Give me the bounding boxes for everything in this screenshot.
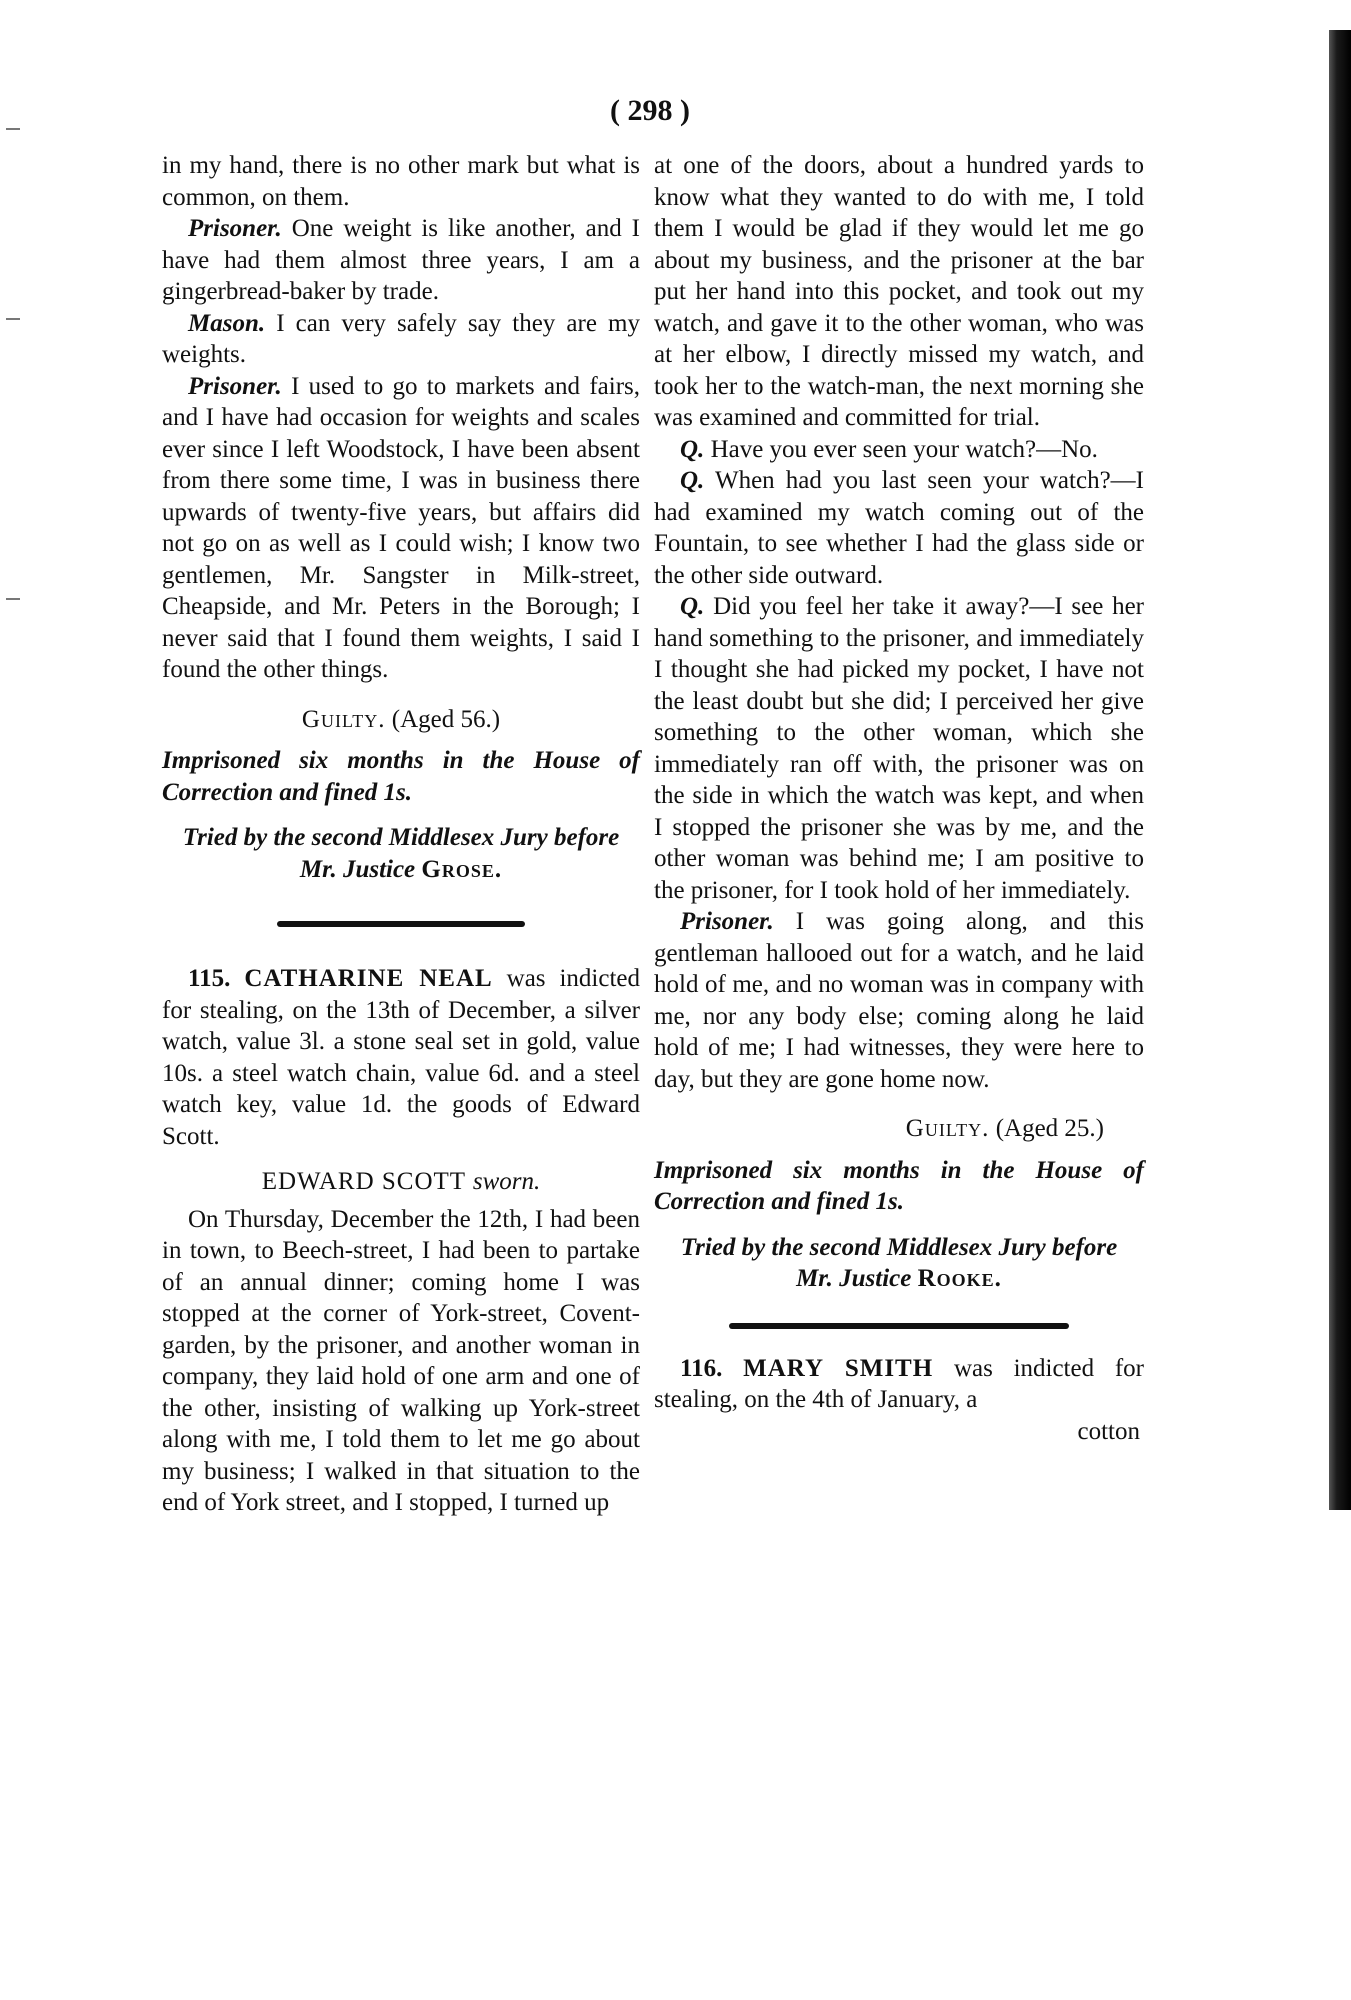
verdict-age: (Aged 56.) [385,705,501,733]
defendant-name: CATHARINE NEAL [244,965,493,992]
paragraph-text: I was going along, and this gentleman hallooed out for a watch, and he laid hold of me, and no woman was in company with me, nor any body else; coming along he laid hold of me; I had witnesses, they were here to day, but they are gone home now. [654,908,1144,1093]
paragraph-text: When had you last seen your watch?—I had examined my watch coming out of the Fountain, to see whether I had the glass side or the other side outward. [654,467,1144,589]
witness-heading [162,1166,640,1198]
case-heading [162,963,640,1152]
margin-mark [6,128,20,130]
speaker-label: Prisoner. [188,215,282,242]
paragraph-text: Did you feel her take it away?—I see her hand something to the prisoner, and immediately I thought she had picked my pocket, I have not the least doubt but she did; I perceived her give something to the other woman, which she immediately ran off with, the prisoner was on the side in which the watch was kept, and when I stopped the prisoner she was by me, and the other woman was behind me; I am positive to the prisoner, for I took hold of her immediately. [654,593,1144,904]
paragraph [162,213,640,308]
speaker-label: Prisoner. [680,908,774,935]
paragraph-text: Have you ever seen your watch?—No. [704,435,1098,463]
judge-name: Grose. [421,855,503,883]
question-mark-label: Q. [680,593,705,620]
paragraph: On Thursday, December the 12th, I had been in town, to Beech-street, I had been to partake of an annual dinner; coming home I was stopped at the corner of York-street, Covent-garden, by the prisoner, and another woman in company, they laid hold of one arm and one of the other, insisting of walking up York-street along with me, I told them to let me go about my business; I walked in that situation to the end of York street, and I stopped, I turned up [162,1205,640,1516]
paragraph [162,371,640,686]
page-number: ( 298 ) [610,94,690,127]
tried-by-line: Tried by the second Middlesex Jury before [680,1233,1118,1261]
paragraph [654,434,1144,466]
case-heading [654,1353,1144,1416]
catchword: cotton [1077,1417,1140,1445]
paragraph: in my hand, there is no other mark but what is common, on them. [162,152,640,211]
margin-mark [6,318,20,320]
question-mark-label: Q. [680,467,705,494]
paragraph [654,591,1144,906]
speaker-label: Mason. [188,309,266,337]
witness-sworn: sworn. [472,1168,541,1195]
tried-by-prefix: Mr. Justice [299,855,422,883]
section-divider [729,1323,1069,1329]
speaker-label: Prisoner. [188,372,282,400]
tried-by [654,1232,1144,1295]
tried-by [162,822,640,885]
case-number: 116. [680,1354,723,1382]
witness-name: EDWARD SCOTT [261,1168,473,1195]
tried-by-prefix: Mr. Justice [796,1265,918,1292]
sentence: Imprisoned six months in the House of Correction and fined 1s. [654,1156,1144,1215]
verdict [654,1113,1144,1145]
paragraph-text: I used to go to markets and fairs, and I have had occasion for weights and scales ever since I left Woodstock, I have been absent from there some time, I was in business there upwards of twenty-five years, but affairs did not go on as well as I could wish; I know two gentlemen, Mr. Sangster in Milk-street, Cheapside, and Mr. Peters in the Borough; I never said that I found them weights, I said I found the other things. [162,372,640,683]
paragraph: at one of the doors, about a hundred yards to know what they wanted to do with me, I told them I would be glad if they would let me go about my business, and the prisoner at the bar put her hand into this pocket, and took out my watch, and gave it to the other woman, who was at her elbow, I directly missed my watch, and took her to the watch-man, the next morning she was examined and committed for trial. [654,152,1144,431]
paragraph [162,308,640,371]
paragraph [654,906,1144,1095]
right-column [654,150,1144,1447]
verdict-word: Guilty. [905,1115,990,1142]
question-mark-label: Q. [680,435,705,463]
case-number: 115. [188,965,231,992]
paragraph [654,465,1144,591]
margin-mark [6,598,20,600]
verdict-word: Guilty. [301,705,386,733]
sentence: Imprisoned six months in the House of Correction and fined 1s. [162,747,640,806]
scan-edge-bar [1329,30,1351,1510]
case-text: was indicted for stealing, on the 4th of January, a [654,1354,1144,1413]
judge-name: Rooke. [917,1265,1002,1292]
defendant-name: MARY SMITH [743,1354,934,1382]
paragraph-text: I can very safely say they are my weights. [162,309,640,368]
left-column [162,150,640,1519]
paragraph-text: One weight is like another, and I have had them almost three years, I am a gingerbread-baker by trade. [162,215,640,305]
verdict-age: (Aged 25.) [989,1115,1104,1142]
verdict [162,704,640,736]
tried-by-line: Tried by the second Middlesex Jury before [182,824,620,851]
case-text: was indicted for stealing, on the 13th of December, a silver watch, value 3l. a stone seal set in gold, value 10s. a steel watch chain, value 6d. and a steel watch key, value 1d. the goods of Edward Scott. [162,965,640,1150]
section-divider [277,921,525,927]
